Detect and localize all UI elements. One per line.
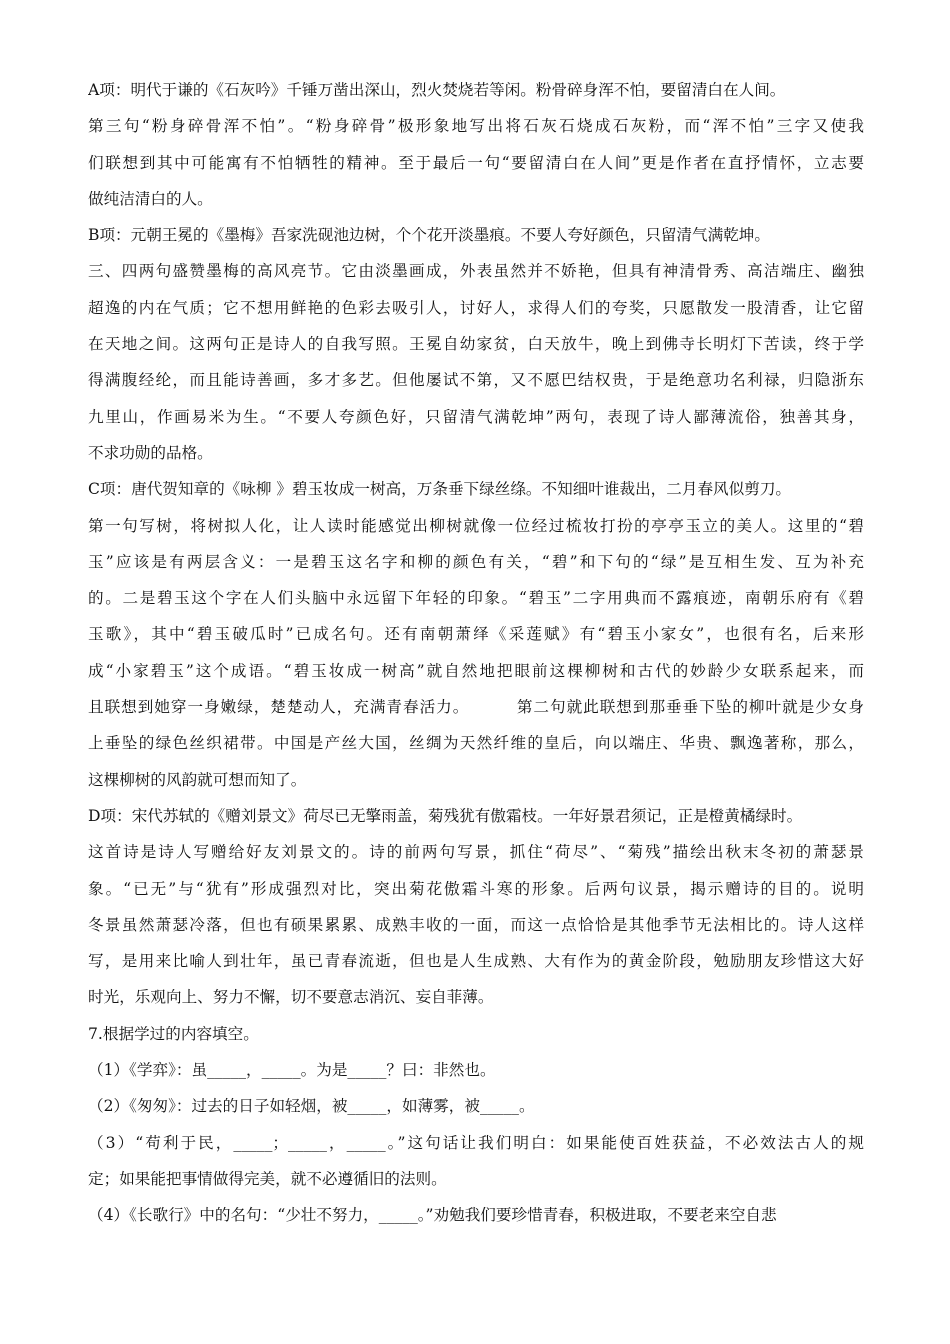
paragraph-line: 九里山，作画易米为生。“不要人夸颜色好，只留清气满乾坤”两句，表现了诗人鄙薄流俗，独善其身， <box>88 407 864 426</box>
paragraph-line: 写，是用来比喻人到壮年，虽已青春流逝，但也是人生成熟、大有作为的黄金阶段，勉励朋友珍惜这大好 <box>88 952 864 971</box>
paragraph-line: 时光，乐观向上、努力不懈，切不要意志消沉、妄自菲薄。 <box>88 988 494 1007</box>
paragraph-line: 象。“已无”与“犹有”形成强烈对比，突出菊花傲霜斗寒的形象。后两句议景，揭示赠诗的目的。说明 <box>88 879 864 898</box>
paragraph-line: 玉”应该是有两层含义：一是碧玉这名字和柳的颜色有关，“碧”和下句的“绿”是互相生发、互为补充 <box>88 552 864 571</box>
paragraph-line: 三、四两句盛赞墨梅的高风亮节。它由淡墨画成，外表虽然并不娇艳，但具有神清骨秀、高洁端庄、幽独 <box>88 262 864 281</box>
paragraph-line: 第一句写树，将树拟人化，让人读时能感觉出柳树就像一位经过梳妆打扮的亭亭玉立的美人。这里的“碧 <box>88 516 864 535</box>
paragraph-line: 们联想到其中可能寓有不怕牺牲的精神。至于最后一句“要留清白在人间”更是作者在直抒情怀，立志要 <box>88 153 864 172</box>
option-b-line: B项：元朝王冕的《墨梅》吾家洗砚池边树，个个花开淡墨痕。不要人夸好颜色，只留清气满乾坤。 <box>88 226 770 245</box>
paragraph-line: 上垂坠的绿色丝织裙带。中国是产丝大国，丝绸为天然纤维的皇后，向以端庄、华贵、飘逸著称，那么， <box>88 734 864 753</box>
paragraph-line: 且联想到她穿一身嫩绿，楚楚动人，充满青春活力。 第二句就此联想到那垂垂下坠的柳叶就是少女身 <box>88 698 864 717</box>
option-a-line: A项：明代于谦的《石灰吟》千锤万凿出深山，烈火焚烧若等闲。粉骨碎身浑不怕，要留清白在人间。 <box>88 81 786 99</box>
document-body <box>88 72 864 1234</box>
paragraph-line: 得满腹经纶，而且能诗善画，多才多艺。但他屡试不第，又不愿巴结权贵，于是绝意功名利禄，归隐浙东 <box>88 371 864 390</box>
question-7-heading: 7.根据学过的内容填空。 <box>88 1024 259 1043</box>
option-d-line: D项：宋代苏轼的《赠刘景文》荷尽已无擎雨盖，菊残犹有傲霜枝。一年好景君须记，正是橙黄橘绿时。 <box>88 806 803 825</box>
paragraph-line: 这棵柳树的风韵就可想而知了。 <box>88 770 307 789</box>
paragraph-line: 第三句“粉身碎骨浑不怕”。“粉身碎骨”极形象地写出将石灰石烧成石灰粉，而“浑不怕”三字又使我 <box>88 117 864 136</box>
paragraph-line: 冬景虽然萧瑟冷落，但也有硕果累累、成熟丰收的一面，而这一点恰恰是其他季节无法相比的。诗人这样 <box>88 915 864 934</box>
paragraph-line: 这首诗是诗人写赠给好友刘景文的。诗的前两句写景，抓住“荷尽”、“菊残”描绘出秋末冬初的萧瑟景 <box>88 843 864 862</box>
paragraph-line: 定；如果能把事情做得完美，就不必遵循旧的法则。 <box>88 1169 447 1188</box>
question-7-item-3: （3）“苟利于民，_____；_____，_____。”这句话让我们明白：如果能使百姓获益，不必效法古人的规 <box>88 1133 864 1152</box>
paragraph-line: 不求功勋的品格。 <box>88 443 213 462</box>
paragraph-line: 超逸的内在气质；它不想用鲜艳的色彩去吸引人，讨好人，求得人们的夸奖，只愿散发一股清香，让它留 <box>88 298 864 317</box>
question-7-item-4: （4）《长歌行》中的名句：“少壮不努力，_____。”劝勉我们要珍惜青春，积极进取，不要老来空自悲 <box>88 1206 777 1225</box>
option-c-line: C项：唐代贺知章的《咏柳 》碧玉妆成一树高，万条垂下绿丝绦。不知细叶谁裁出，二月春风似剪刀。 <box>88 480 792 499</box>
paragraph-line: 玉歌》，其中“碧玉破瓜时”已成名句。还有南朝萧绎《采莲赋》有“碧玉小家女”，也很有名，后来形 <box>88 625 864 644</box>
question-7-item-1: （1）《学弈》：虽_____，_____。为是_____？曰：非然也。 <box>88 1061 496 1080</box>
paragraph-line: 的。二是碧玉这个字在人们头脑中永远留下年轻的印象。“碧玉”二字用典而不露痕迹，南朝乐府有《碧 <box>88 589 864 608</box>
paragraph-line: 成“小家碧玉”这个成语。“碧玉妆成一树高”就自然地把眼前这棵柳树和古代的妙龄少女联系起来，而 <box>88 661 864 680</box>
question-7-item-2: （2）《匆匆》：过去的日子如轻烟，被_____，如薄雾，被_____。 <box>88 1097 535 1116</box>
paragraph-line: 在天地之间。这两句正是诗人的自我写照。王冕自幼家贫，白天放牛，晚上到佛寺长明灯下苦读，终于学 <box>88 335 864 354</box>
paragraph-line: 做纯洁清白的人。 <box>88 189 213 208</box>
